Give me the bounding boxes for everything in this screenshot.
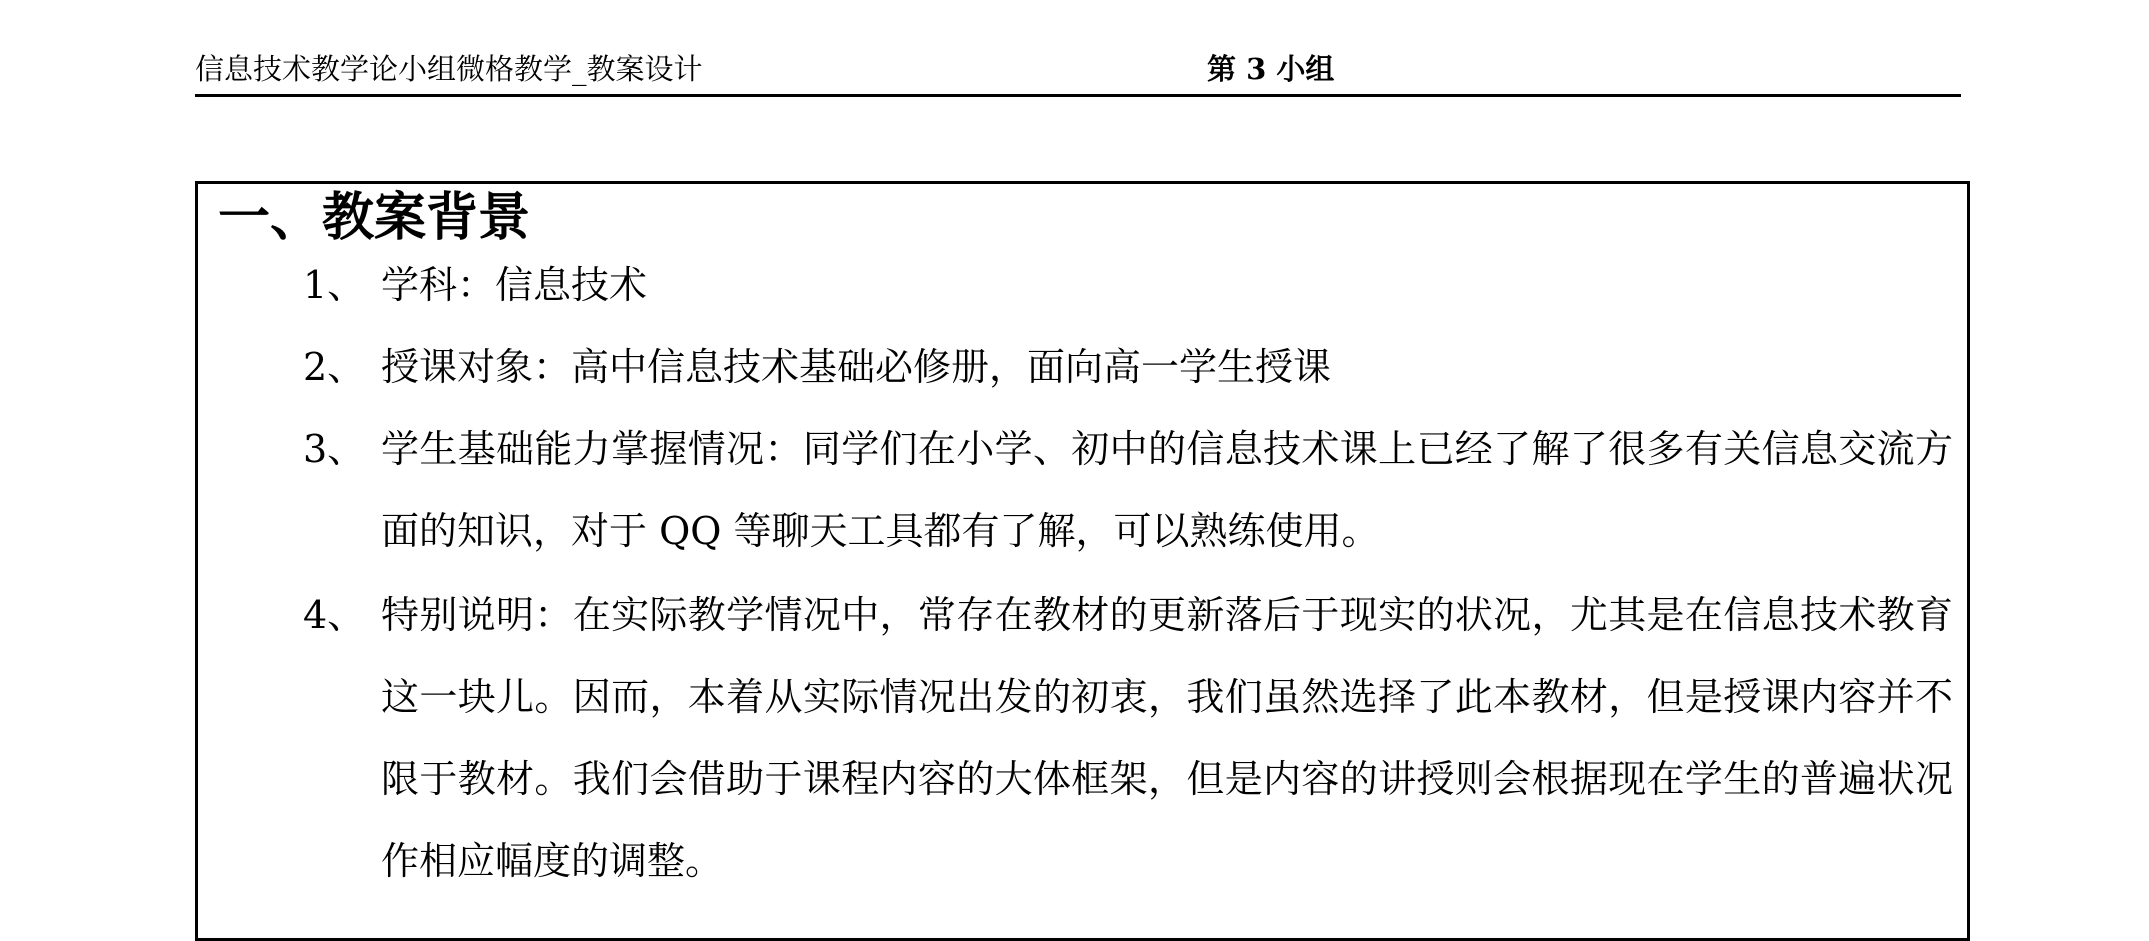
page-header (195, 48, 1961, 97)
item-number: 1、 (303, 263, 366, 307)
item-text: 授课对象：高中信息技术基础必修册，面向高一学生授课 (381, 345, 1332, 389)
item-number: 4、 (303, 593, 366, 637)
group-label: 第 3 小组 (1207, 52, 1335, 86)
lesson-background-box (195, 181, 1970, 941)
item-text: 特别说明：在实际教学情况中，常存在教材的更新落后于现实的状况，尤其是在信息技术教育这一块儿。因而，本着从实际情况出发的初衷，我们虽然选择了此本教材，但是授课内容并不限于教材。我们会借助于课程内容的大体框架，但是内容的讲授则会根据现在学生的普遍状况作相应幅度的调整。 (381, 593, 1953, 883)
document-title: 信息技术教学论小组微格教学_教案设计 (195, 52, 703, 86)
item-text: 学生基础能力掌握情况：同学们在小学、初中的信息技术课上已经了解了很多有关信息交流方面的知识，对于 QQ 等聊天工具都有了解，可以熟练使用。 (381, 427, 1953, 553)
item-number: 3、 (303, 427, 366, 471)
item-number: 2、 (303, 345, 366, 389)
item-text: 学科：信息技术 (381, 263, 648, 307)
section-title: 一、教案背景 (218, 187, 531, 248)
